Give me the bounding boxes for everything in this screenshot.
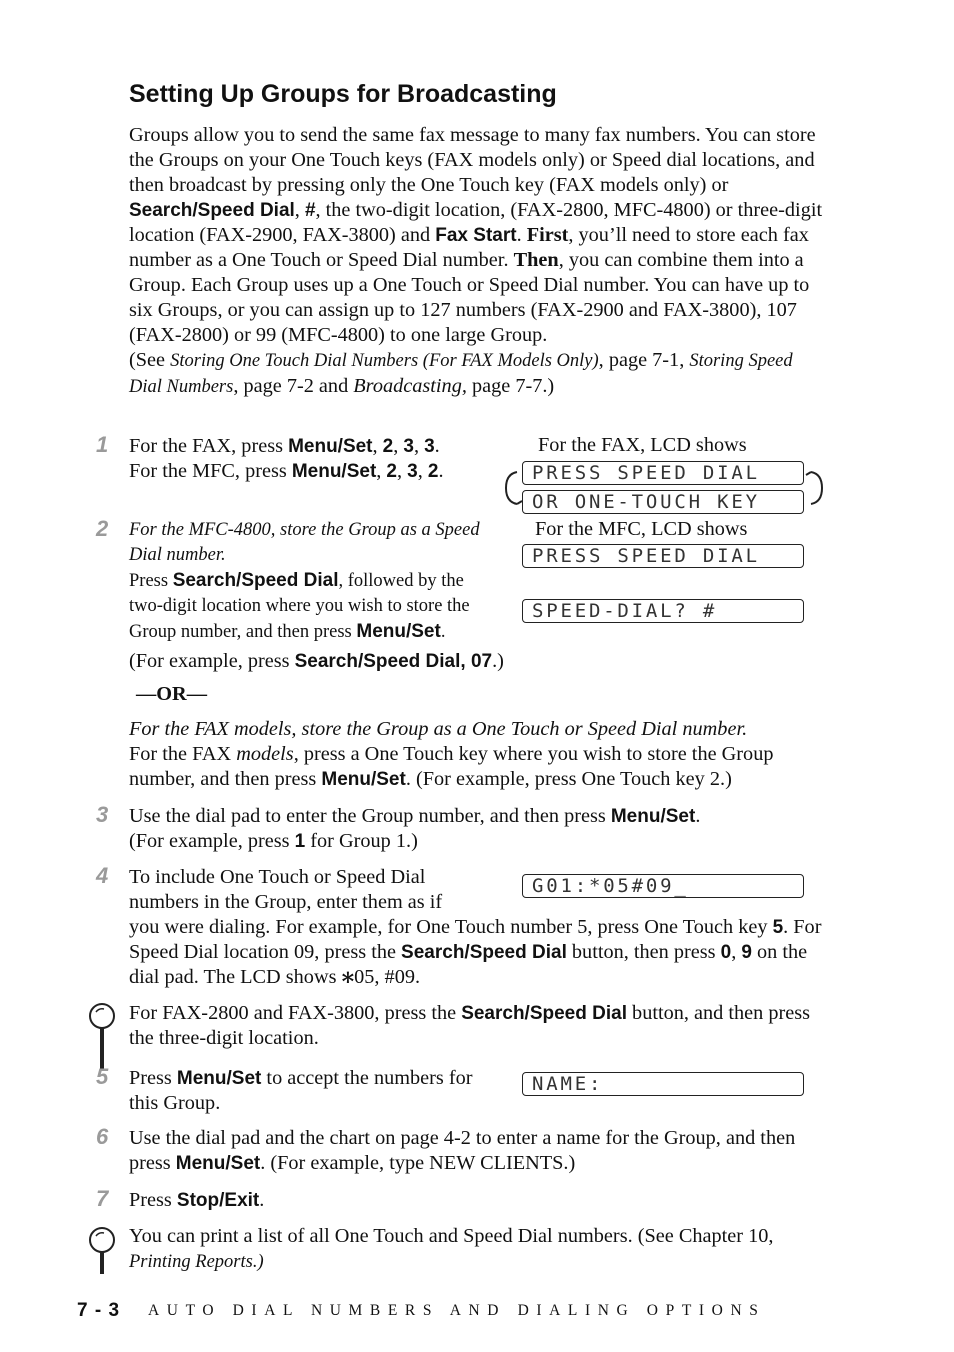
sep: ,	[397, 460, 408, 482]
step-text: 05, #09.	[354, 966, 421, 988]
intro-paragraph	[129, 123, 829, 400]
key-menu-set: Menu/Set	[356, 621, 441, 642]
ref-printing-reports: Printing Reports.)	[129, 1252, 264, 1272]
key-1: 1	[294, 831, 306, 852]
intro-then: Then	[513, 249, 559, 271]
step-number: 5	[96, 1064, 109, 1089]
key-3: 3	[407, 461, 418, 482]
key-2: 2	[427, 461, 439, 482]
ref-one-touch: Storing One Touch Dial Numbers (For FAX Models Only)	[170, 351, 599, 371]
step-number: 7	[96, 1186, 109, 1211]
see-text: , page 7-2 and	[233, 375, 354, 397]
ref-speed-dial: Storing Speed Dial Numbers	[129, 351, 793, 397]
step-3-text	[129, 804, 829, 854]
key-menu-set: Menu/Set	[288, 436, 373, 457]
step-6-text	[129, 1126, 829, 1176]
step-4-text-a: To include One Touch or Speed Dial numbers in the Group, enter them as if	[129, 866, 443, 913]
key-hash: #	[304, 200, 316, 221]
ref-broadcasting: Broadcasting,	[353, 375, 467, 397]
sep: .	[434, 435, 440, 457]
step-text: you were dialing. For example, for One Touch number 5, press One Touch key	[129, 916, 773, 938]
sep: ,	[413, 435, 425, 457]
step-text: Press	[129, 571, 173, 591]
step-text: for Group 1.)	[305, 830, 418, 852]
sep: ,	[372, 435, 383, 457]
lcd-fax-line-1: PRESS SPEED DIAL	[522, 461, 804, 485]
note-text: For FAX-2800 and FAX-3800, press the	[129, 1002, 462, 1024]
key-search-speed-dial: Search/Speed Dial	[401, 942, 567, 963]
step-text: Use the dial pad to enter the Group number, and then press	[129, 805, 611, 827]
note-2-text	[129, 1224, 829, 1275]
section-footer: AUTO DIAL NUMBERS AND DIALING OPTIONS	[148, 1302, 766, 1319]
step-text: Press	[129, 1067, 177, 1089]
key-2: 2	[382, 436, 394, 457]
intro-text: , you can combine them into a Group. Each Group uses up a One Touch or Speed Dial number. You can have up to six Groups, or you can assign up to 127 numbers (FAX-2900 and FAX-3800), 107 (FAX-2800) or 99 (MFC-4800) to one large Group.	[129, 249, 810, 346]
step-number: 4	[96, 863, 109, 888]
step-text: For the FAX, press	[129, 435, 289, 457]
sep: .	[440, 622, 446, 642]
intro-text: , you’ll need to store each fax number as a One Touch or Speed Dial number.	[129, 224, 809, 271]
see-text: page 7-7.)	[466, 375, 555, 397]
lcd-name: NAME:	[522, 1072, 804, 1096]
step-text: Press	[129, 1189, 177, 1211]
note-pin-icon	[87, 1226, 117, 1296]
sep: .	[695, 805, 701, 827]
see-text: , page 7-1,	[598, 349, 690, 371]
step-text-italic: models	[236, 743, 294, 765]
intro-first: First	[526, 224, 569, 246]
key-menu-set: Menu/Set	[610, 806, 696, 827]
key-search-speed-dial: Search/Speed Dial	[172, 570, 339, 591]
lcd-speed-dial: SPEED-DIAL? #	[522, 599, 804, 623]
note-1-text	[129, 1001, 829, 1051]
key-search-speed-dial-07: Search/Speed Dial, 07	[294, 651, 493, 672]
step-text: to accept the numbers for this Group.	[129, 1067, 473, 1114]
see-text: (See	[129, 349, 171, 371]
page-title: Setting Up Groups for Broadcasting	[129, 80, 557, 108]
step-text: . (For example, press One Touch key 2.)	[405, 768, 732, 790]
lcd-fax-line-2: OR ONE-TOUCH KEY	[522, 490, 804, 514]
key-stop-exit: Stop/Exit	[176, 1190, 260, 1211]
step-2-fax-italic: For the FAX models, store the Group as a One Touch or Speed Dial number.	[129, 718, 748, 740]
sep: .	[259, 1189, 265, 1211]
intro-sep: .	[516, 224, 527, 246]
intro-sep: ,	[294, 199, 305, 221]
step-text: . (For example, type NEW CLIENTS.)	[260, 1152, 576, 1174]
step-5-text	[129, 1066, 489, 1116]
sep: ,	[376, 460, 387, 482]
step-text: Use the dial pad and the chart on page 4-2 to enter a name for the Group, and then press	[129, 1127, 796, 1174]
lcd-group-entry: G01:*05#09_	[522, 874, 804, 898]
key-3: 3	[403, 436, 414, 457]
sep: .)	[492, 650, 504, 672]
key-fax-start: Fax Start	[435, 225, 517, 246]
step-text: For the MFC, press	[129, 460, 292, 482]
step-number: 3	[96, 802, 109, 827]
step-2-italic: For the MFC-4800, store the Group as a Speed Dial number.	[129, 520, 480, 565]
lcd-mfc-line-1: PRESS SPEED DIAL	[522, 544, 804, 568]
key-menu-set: Menu/Set	[175, 1153, 261, 1174]
page-number: 7 - 3	[77, 1300, 121, 1321]
sep: ,	[393, 435, 404, 457]
step-7-text	[129, 1188, 264, 1213]
step-2-fax-text	[129, 717, 829, 792]
intro-text: Groups allow you to send the same fax message to many fax numbers. You can store the Groups on your One Touch keys (FAX models only) or Speed dial locations, and then broadcast by pressing only the One Touch key (FAX models only) or	[129, 124, 816, 196]
key-9: 9	[741, 942, 752, 963]
step-text: on the dial pad. The LCD shows	[129, 941, 808, 988]
step-1-text	[129, 434, 519, 484]
step-text: . For Speed Dial location 09, press the	[129, 916, 822, 963]
lcd-mfc-label: For the MFC, LCD shows	[535, 518, 748, 540]
step-2-text	[129, 518, 499, 645]
note-pin-icon	[87, 1002, 117, 1072]
step-text: , followed by the two-digit location where you wish to store the Group number, and then press	[129, 571, 470, 642]
key-2: 2	[386, 461, 397, 482]
key-5: 5	[772, 917, 784, 938]
key-menu-set: Menu/Set	[321, 769, 406, 790]
step-number: 6	[96, 1124, 109, 1149]
key-search-speed-dial: Search/Speed Dial	[461, 1003, 627, 1024]
key-menu-set: Menu/Set	[176, 1068, 262, 1089]
step-text: (For example, press	[129, 830, 295, 852]
scroll-bracket-right-icon	[803, 470, 825, 506]
step-number: 1	[96, 432, 109, 457]
step-number: 2	[96, 516, 109, 541]
step-text: For the FAX	[129, 743, 237, 765]
sep: ,	[731, 941, 742, 963]
key-search-speed-dial: Search/Speed Dial	[129, 200, 295, 221]
lcd-fax-label: For the FAX, LCD shows	[538, 434, 747, 456]
key-3: 3	[424, 436, 435, 457]
note-text: You can print a list of all One Touch and Speed Dial numbers. (See Chapter 10,	[129, 1225, 774, 1247]
key-0: 0	[720, 942, 732, 963]
step-text: , press a One Touch key where you wish to store the Group number, and then press	[129, 743, 774, 790]
step-text: button, then press	[566, 941, 721, 963]
star-key-icon: ⁎	[341, 963, 355, 989]
sep: ,	[417, 460, 428, 482]
step-4-text-b	[129, 915, 829, 990]
intro-text: , the two-digit location, (FAX-2800, MFC-4800) or three-digit location (FAX-2900, FAX-3800) and	[129, 199, 823, 246]
sep: .	[438, 460, 444, 482]
note-text: button, and then press the three-digit location.	[129, 1002, 811, 1049]
key-menu-set: Menu/Set	[291, 461, 377, 482]
or-separator: —OR—	[136, 683, 207, 705]
step-text: (For example, press	[129, 650, 295, 672]
step-2-example	[129, 649, 504, 674]
